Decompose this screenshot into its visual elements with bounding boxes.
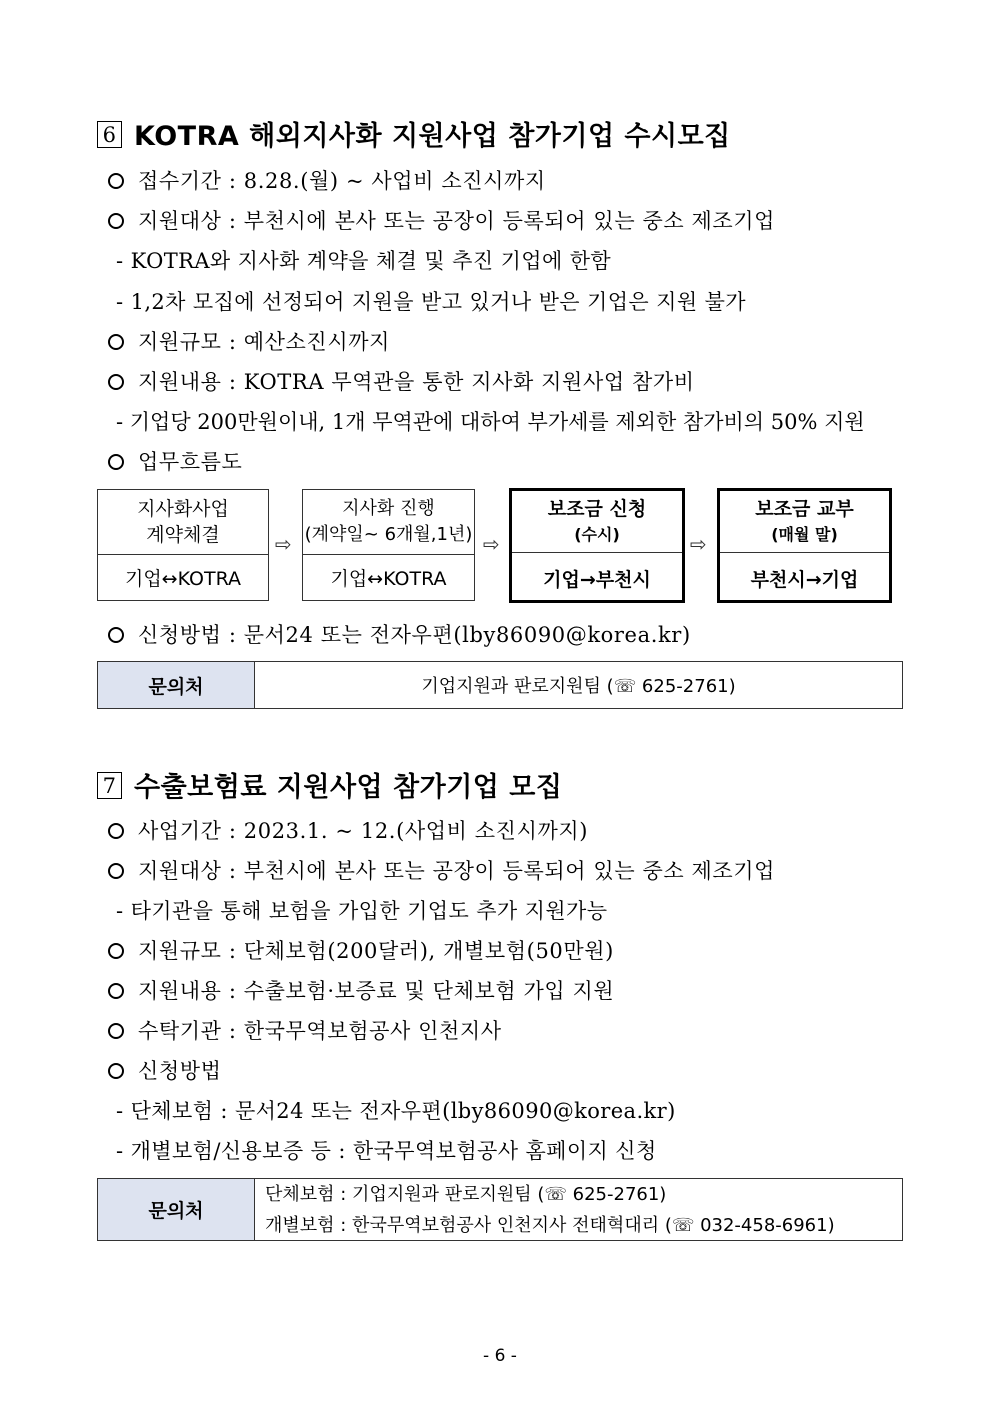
list-subitem: - 개별보험/신용보증 등 : 한국무역보험공사 홈페이지 신청 (116, 1139, 657, 1163)
circle-bullet-icon (108, 1063, 124, 1079)
circle-bullet-icon (108, 374, 124, 390)
list-subitem: - 단체보험 : 문서24 또는 전자우편(lby86090@korea.kr) (116, 1099, 676, 1123)
list-item: 수탁기관 : 한국무역보험공사 인천지사 (108, 1015, 502, 1045)
circle-bullet-icon (108, 173, 124, 189)
contact-line: 개별보험 : 한국무역보험공사 인천지사 전태혁대리 (☏ 032-458-6961) (265, 1214, 835, 1236)
circle-bullet-icon (108, 454, 124, 470)
list-item: 지원규모 : 단체보험(200달러), 개별보험(50만원) (108, 935, 614, 965)
contact-value: 기업지원과 판로지원팀 (☏ 625-2761) (421, 676, 736, 697)
contact-line: 단체보험 : 기업지원과 판로지원팀 (☏ 625-2761) (265, 1183, 667, 1205)
flow-step-1: 지사화사업 계약체결 기업↔KOTRA (97, 489, 269, 601)
list-item: 지원대상 : 부천시에 본사 또는 공장이 등록되어 있는 중소 제조기업 (108, 205, 775, 235)
circle-bullet-icon (108, 1023, 124, 1039)
section-7-number: 7 (97, 772, 122, 799)
list-item: 지원내용 : KOTRA 무역관을 통한 지사화 지원사업 참가비 (108, 366, 695, 396)
circle-bullet-icon (108, 983, 124, 999)
circle-bullet-icon (108, 334, 124, 350)
right-arrow-icon: ⇨ (275, 532, 292, 556)
list-subitem: - 기업당 200만원이내, 1개 무역관에 대하여 부가세를 제외한 참가비의 50% 지원 (116, 410, 865, 434)
list-item: 신청방법 (108, 1055, 222, 1085)
list-item: 지원대상 : 부천시에 본사 또는 공장이 등록되어 있는 중소 제조기업 (108, 855, 775, 885)
circle-bullet-icon (108, 863, 124, 879)
right-arrow-icon: ⇨ (690, 532, 707, 556)
list-item: 접수기간 : 8.28.(월) ~ 사업비 소진시까지 (108, 165, 546, 195)
contact-table (97, 661, 903, 709)
circle-bullet-icon (108, 213, 124, 229)
list-item: 사업기간 : 2023.1. ~ 12.(사업비 소진시까지) (108, 815, 588, 845)
section-6-title: KOTRA 해외지사화 지원사업 참가기업 수시모집 (134, 121, 731, 152)
section-7-heading (97, 765, 562, 804)
list-item: 지원내용 : 수출보험·보증료 및 단체보험 가입 지원 (108, 975, 614, 1005)
circle-bullet-icon (108, 823, 124, 839)
page-number: - 6 - (483, 1346, 517, 1366)
circle-bullet-icon (108, 943, 124, 959)
list-item: 신청방법 : 문서24 또는 전자우편(lby86090@korea.kr) (108, 619, 691, 649)
list-item: 지원규모 : 예산소진시까지 (108, 326, 390, 356)
flow-step-3: 보조금 신청 (수시) 기업→부천시 (509, 488, 685, 603)
right-arrow-icon: ⇨ (483, 532, 500, 556)
list-subitem: - 1,2차 모집에 선정되어 지원을 받고 있거나 받은 기업은 지원 불가 (116, 290, 746, 314)
contact-table (97, 1178, 903, 1241)
section-6-number: 6 (97, 121, 122, 148)
section-7-title: 수출보험료 지원사업 참가기업 모집 (134, 772, 563, 803)
list-subitem: - KOTRA와 지사화 계약을 체결 및 추진 기업에 한함 (116, 249, 612, 273)
contact-label: 문의처 (98, 1179, 255, 1240)
section-6-heading (97, 114, 731, 153)
flow-step-2: 지사화 진행 (계약일~ 6개월,1년) 기업↔KOTRA (302, 489, 475, 601)
list-item: 업무흐름도 (108, 446, 242, 476)
flow-step-4: 보조금 교부 (매월 말) 부천시→기업 (717, 488, 892, 603)
circle-bullet-icon (108, 627, 124, 643)
contact-label: 문의처 (98, 662, 255, 708)
contact-value (255, 1179, 902, 1240)
list-subitem: - 타기관을 통해 보험을 가입한 기업도 추가 지원가능 (116, 899, 608, 923)
